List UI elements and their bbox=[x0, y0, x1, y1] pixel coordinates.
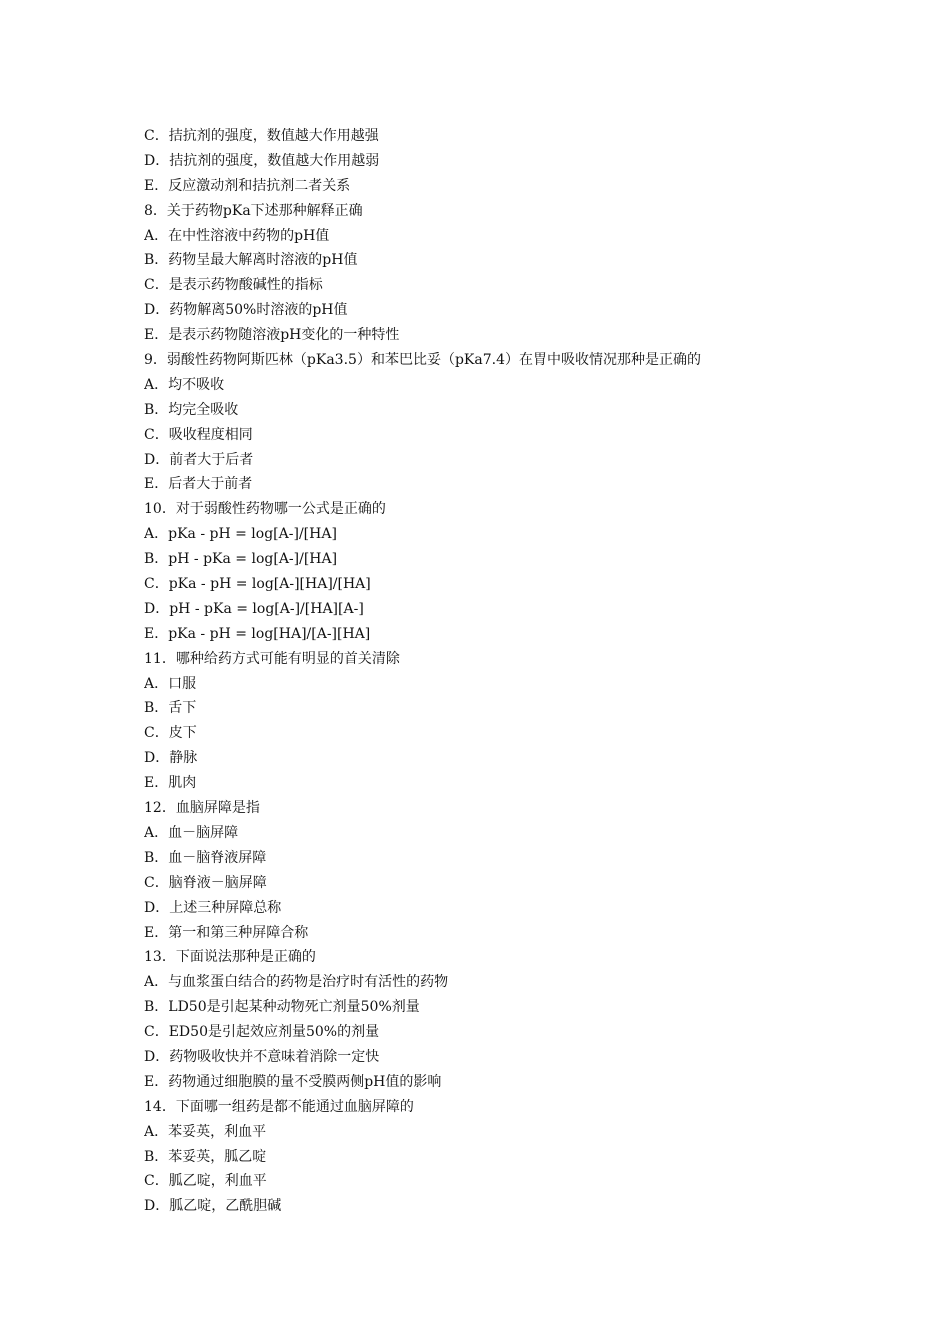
option-line: B．LD50是引起某种动物死亡剂量50%剂量 bbox=[144, 999, 420, 1016]
option-line: B．苯妥英，胍乙啶 bbox=[144, 1148, 267, 1165]
option-line: A．pKa - pH = log[A-]/[HA] bbox=[144, 526, 337, 543]
option-line: D．上述三种屏障总称 bbox=[144, 899, 282, 916]
option-line: B．舌下 bbox=[144, 700, 197, 717]
option-line: C．脑脊液－脑屏障 bbox=[144, 874, 267, 891]
question-line: 8．关于药物pKa下述那种解释正确 bbox=[144, 202, 363, 219]
option-line: B．均完全吸收 bbox=[144, 401, 239, 418]
option-line: D．胍乙啶，乙酰胆碱 bbox=[144, 1198, 282, 1215]
option-line: B．pH - pKa = log[A-]/[HA] bbox=[144, 551, 338, 568]
option-line: A．血－脑屏障 bbox=[144, 824, 239, 841]
option-line: D．前者大于后者 bbox=[144, 451, 254, 468]
question-line: 11．哪种给药方式可能有明显的首关清除 bbox=[144, 650, 400, 667]
option-line: E．是表示药物随溶液pH变化的一种特性 bbox=[144, 327, 400, 344]
question-line: 9．弱酸性药物阿斯匹林（pKa3.5）和苯巴比妥（pKa7.4）在胃中吸收情况那种是正确的 bbox=[144, 352, 701, 369]
question-text-block bbox=[144, 124, 844, 1219]
option-line: C．胍乙啶，利血平 bbox=[144, 1173, 267, 1190]
option-line: C．吸收程度相同 bbox=[144, 426, 253, 443]
question-line: 14．下面哪一组药是都不能通过血脑屏障的 bbox=[144, 1098, 414, 1115]
option-line: D．静脉 bbox=[144, 750, 198, 767]
option-line: C．ED50是引起效应剂量50%的剂量 bbox=[144, 1024, 380, 1041]
text-line: D．拮抗剂的强度，数值越大作用越弱 bbox=[144, 152, 380, 169]
option-line: B．药物呈最大解离时溶液的pH值 bbox=[144, 252, 358, 269]
option-line: A．与血浆蛋白结合的药物是治疗时有活性的药物 bbox=[144, 974, 449, 991]
option-line: D．药物解离50%时溶液的pH值 bbox=[144, 302, 348, 319]
question-line: 12．血脑屏障是指 bbox=[144, 800, 260, 817]
option-line: A．均不吸收 bbox=[144, 376, 225, 393]
option-line: A．苯妥英，利血平 bbox=[144, 1123, 267, 1140]
text-line: E．反应激动剂和拮抗剂二者关系 bbox=[144, 177, 351, 194]
option-line: B．血－脑脊液屏障 bbox=[144, 849, 267, 866]
question-line: 10．对于弱酸性药物哪一公式是正确的 bbox=[144, 501, 386, 518]
option-line: E．药物通过细胞膜的量不受膜两侧pH值的影响 bbox=[144, 1073, 442, 1090]
text-line: C．拮抗剂的强度，数值越大作用越强 bbox=[144, 128, 379, 144]
option-line: D．pH - pKa = log[A-]/[HA][A-] bbox=[144, 600, 364, 617]
option-line: C．皮下 bbox=[144, 725, 197, 742]
option-line: E．肌肉 bbox=[144, 775, 197, 792]
question-line: 13．下面说法那种是正确的 bbox=[144, 949, 316, 966]
option-line: A．口服 bbox=[144, 675, 197, 692]
option-line: C．pKa - pH = log[A-][HA]/[HA] bbox=[144, 576, 371, 593]
option-line: D．药物吸收快并不意味着消除一定快 bbox=[144, 1048, 380, 1065]
option-line: C．是表示药物酸碱性的指标 bbox=[144, 277, 323, 294]
option-line: E．后者大于前者 bbox=[144, 476, 253, 493]
option-line: E．pKa - pH = log[HA]/[A-][HA] bbox=[144, 625, 371, 642]
option-line: A．在中性溶液中药物的pH值 bbox=[144, 227, 330, 244]
option-line: E．第一和第三种屏障合称 bbox=[144, 924, 309, 941]
